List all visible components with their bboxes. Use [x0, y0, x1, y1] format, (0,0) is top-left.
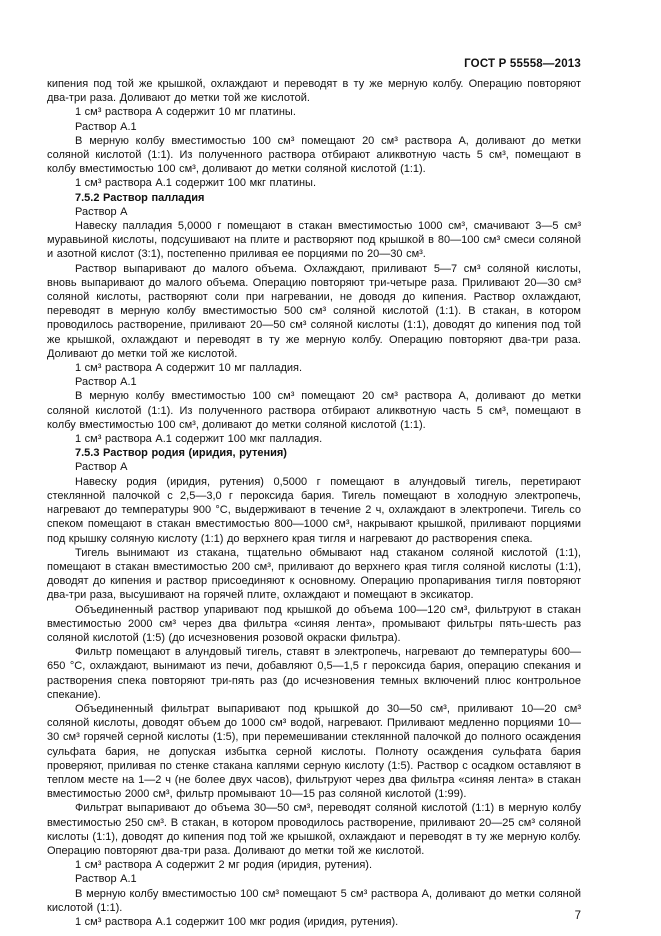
paragraph: 1 см³ раствора А.1 содержит 100 мкг платины.	[75, 177, 316, 190]
paragraph: 1 см³ раствора А содержит 10 мг платины.	[75, 106, 296, 119]
document-code: ГОСТ Р 55558—2013	[464, 58, 581, 70]
paragraph: Объединенный раствор упаривают под крышкой до объема 100—120 см³, фильтруют в стакан вместимостью 2000 см³ через два фильтра «синяя лента», промывают фильтры пять-шесть раз соляной кислотой (1:5) (до исчезновения розовой окраски фильтра).	[47, 603, 581, 644]
paragraph: 1 см³ раствора А содержит 10 мг палладия.	[75, 362, 303, 375]
paragraph: 1 см³ раствора А содержит 2 мг родия (иридия, рутения).	[75, 859, 372, 872]
paragraph: В мерную колбу вместимостью 100 см³ помещают 5 см³ раствора А, доливают до метки соляной кислотой (1:1).	[47, 887, 581, 914]
section-heading: 7.5.3 Раствор родия (иридия, рутения)	[75, 447, 287, 460]
paragraph: Навеску родия (иридия, рутения) 0,5000 г помещают в алундовый тигель, перетирают стеклянной палочкой с 2,5—3,0 г пероксида бария. Тигель помещают в холодную электропечь, нагревают до температуры 900 °С, выдерживают в течение 2 ч, охлаждают в электропечи. Тигель со спеком помещают в стакан вместимостью 800—1000 см³, накрывают крышкой, приливают порциями под крышку соляную кислоту (1:1) до верхнего края тигля и нагревают до растворения спека.	[47, 475, 581, 545]
page-content	[47, 57, 581, 929]
paragraph: Раствор выпаривают до малого объема. Охлаждают, приливают 5—7 см³ соляной кислоты, вновь выпаривают до малого объема. Операцию повторяют три-четыре раза. Приливают 20—30 см³ соляной кислоты, растворяют соли при нагревании, не доводя до кипения. Раствор охлаждают, переводят в мерную колбу вместимостью 500 см³ соляной кислотой (1:1). В стакан, в котором проводилось растворение, приливают 20—50 см³ соляной кислоты (1:1), доводят до кипения под той же крышкой, охлаждают и переводят в ту же мерную колбу. Операцию повторяют два-три раза. Доливают до метки той же кислотой.	[47, 262, 581, 360]
paragraph: Фильтрат выпаривают до объема 30—50 см³, переводят соляной кислотой (1:1) в мерную колбу вместимостью 250 см³. В стакан, в котором проводилось растворение, приливают 20—25 см³ соляной кислоты (1:1), доводят до кипения под той же крышкой, охлаждают и переводят в ту же мерную колбу. Операцию повторяют два-три раза. Доливают до метки той же кислотой.	[47, 802, 581, 857]
paragraph: В мерную колбу вместимостью 100 см³ помещают 20 см³ раствора А, доливают до метки соляной кислотой (1:1). Из полученного раствора отбирают аликвотную часть 5 см³, помещают в колбу вместимостью 100 см³, доливают до метки соляной кислотой (1:1).	[47, 390, 581, 431]
paragraph: 1 см³ раствора А.1 содержит 100 мкг палладия.	[75, 433, 323, 446]
paragraph: Фильтр помещают в алундовый тигель, ставят в электропечь, нагревают до температуры 600—650 °С, охлаждают, вынимают из печи, добавляют 0,5—1,5 г пероксида бария, операцию спекания и растворения спека повторяют три-пять раз (до исчезновения темных включений плюс контрольное спекание).	[47, 646, 581, 701]
paragraph: Раствор А.1	[75, 120, 137, 133]
paragraph: Объединенный фильтрат выпаривают под крышкой до 30—50 см³, приливают 10—20 см³ соляной кислоты, доводят объем до 1000 см³ водой, нагревают. Приливают медленно порциями 10—30 см³ горячей серной кислоты (1:5), при перемешивании стеклянной палочкой до полного осаждения сульфата бария, не допуская избытка серной кислоты. Полноту осаждения сульфата бария проверяют, приливая по стенке стакана каплями серную кислоту (1:5). Раствор с осадком оставляют в теплом месте на 1—2 ч (не более двух часов), фильтруют через два фильтра «синяя лента» в стакан вместимостью 2000 см³, фильтр промывают 10—15 раз соляной кислотой (1:99).	[47, 702, 581, 801]
paragraph: В мерную колбу вместимостью 100 см³ помещают 20 см³ раствора А, доливают до метки соляной кислотой (1:1). Из полученного раствора отбирают аликвотную часть 5 см³, помещают в колбу вместимостью 100 см³, доливают до метки соляной кислотой (1:1).	[47, 134, 581, 176]
text-body	[47, 77, 581, 929]
paragraph: Раствор А.1	[75, 376, 137, 389]
paragraph: Навеску палладия 5,0000 г помещают в стакан вместимостью 1000 см³, смачивают 3—5 см³ муравьиной кислоты, подсушивают на плите и растворяют под крышкой в 80—100 см³ смеси соляной и азотной кислот (3:1), постепенно приливая ее порциями по 20—30 см³.	[47, 220, 581, 261]
paragraph: Тигель вынимают из стакана, тщательно обмывают над стаканом соляной кислотой (1:1), помещают в стакан вместимостью 200 см³, приливают до верхнего края тигля соляной кислоты (1:1), доводят до кипения и раствор присоединяют к основному. Операцию пропаривания тигля повторяют два-три раза, высушивают на горячей плите, охлаждают и помещают в эксикатор.	[47, 546, 581, 602]
paragraph: 1 см³ раствора А.1 содержит 100 мкг родия (иридия, рутения).	[75, 915, 399, 928]
section-heading: 7.5.2 Раствор палладия	[75, 191, 205, 204]
paragraph: кипения под той же крышкой, охлаждают и переводят в ту же мерную колбу. Операцию повторяют два-три раза. Доливают до метки той же кислотой.	[47, 78, 581, 105]
paragraph: Раствор А	[75, 205, 128, 218]
page-number: 7	[574, 910, 581, 922]
paragraph: Раствор А.1	[75, 873, 137, 886]
paragraph: Раствор А	[75, 461, 128, 474]
